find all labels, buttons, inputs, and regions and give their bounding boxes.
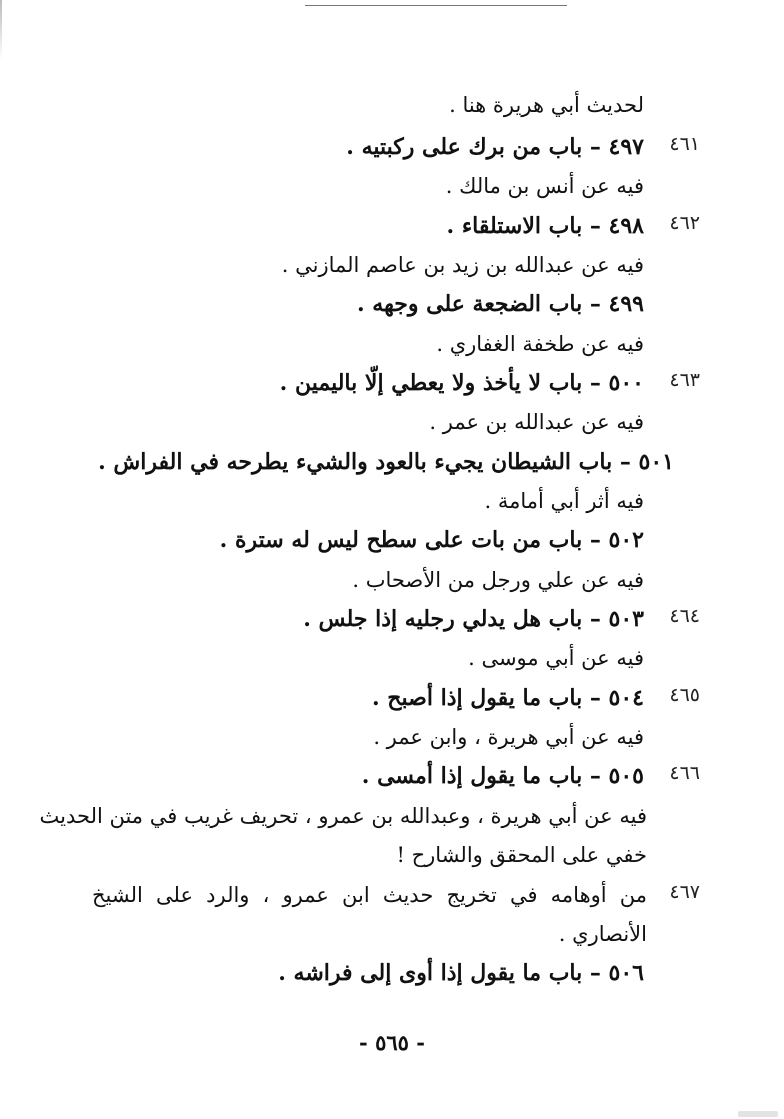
text-line bbox=[0, 717, 784, 757]
chapter-heading: ٥٠٣ – باب هل يدلي رجليه إذا جلس . bbox=[303, 606, 644, 632]
chapter-heading: ٥٠٤ – باب ما يقول إذا أصبح . bbox=[371, 685, 644, 711]
line-text: فيه عن أبي هريرة ، وعبدالله بن عمرو ، تحريف غريب في متن الحديث bbox=[39, 804, 647, 828]
index-entry bbox=[0, 599, 784, 639]
chapter-heading: ٥٠٦ – باب ما يقول إذا أوى إلى فراشه . bbox=[278, 960, 644, 986]
line-text: فيه عن عبدالله بن عمر . bbox=[429, 410, 644, 434]
line-text: فيه عن عبدالله بن زيد بن عاصم المازني . bbox=[281, 253, 644, 277]
entry-number: ٤٦٦ bbox=[669, 762, 700, 784]
index-entry bbox=[0, 875, 784, 915]
line-text: الأنصاري . bbox=[558, 922, 647, 946]
entry-number: ٤٦١ bbox=[669, 133, 700, 155]
entry-number: ٤٦٢ bbox=[669, 212, 700, 234]
text-line bbox=[0, 245, 784, 285]
index-entry bbox=[0, 442, 784, 482]
line-text: فيه عن أبي موسى . bbox=[468, 646, 644, 670]
chapter-heading: ٥٠٥ – باب ما يقول إذا أمسى . bbox=[361, 763, 644, 789]
entry-number: ٤٦٤ bbox=[669, 605, 700, 627]
text-line bbox=[0, 166, 784, 206]
index-entry bbox=[0, 953, 784, 993]
scan-edge-shadow bbox=[0, 0, 2, 60]
chapter-heading: ٤٩٨ – باب الاستلقاء . bbox=[446, 213, 644, 239]
text-line bbox=[0, 324, 784, 364]
chapter-heading: ٥٠١ – باب الشيطان يجيء بالعود والشيء يطرحه في الفراش . bbox=[98, 449, 674, 475]
index-entry bbox=[0, 206, 784, 246]
index-entry bbox=[0, 284, 784, 324]
index-entry bbox=[0, 363, 784, 403]
line-text: فيه عن أبي هريرة ، وابن عمر . bbox=[373, 725, 644, 749]
text-line bbox=[0, 638, 784, 678]
index-entry bbox=[0, 127, 784, 167]
chapter-heading: ٤٩٩ – باب الضجعة على وجهه . bbox=[356, 291, 644, 317]
chapter-heading: ٥٠٠ – باب لا يأخذ ولا يعطي إلّا باليمين . bbox=[279, 370, 644, 396]
line-text: فيه عن طخفة الغفاري . bbox=[436, 332, 644, 356]
text-line bbox=[0, 85, 784, 125]
text-line bbox=[0, 481, 784, 521]
line-text: خفي على المحقق والشارح ! bbox=[396, 843, 647, 867]
scan-smudge bbox=[738, 1111, 778, 1117]
text-line bbox=[0, 560, 784, 600]
text-line bbox=[0, 914, 784, 954]
text-line bbox=[0, 796, 784, 836]
entry-number: ٤٦٥ bbox=[669, 684, 700, 706]
text-line bbox=[0, 835, 784, 875]
line-text: فيه عن علي ورجل من الأصحاب . bbox=[352, 568, 644, 592]
top-rule bbox=[305, 5, 567, 6]
page-number: - ٥٦٥ - bbox=[359, 1030, 425, 1055]
index-entry bbox=[0, 756, 784, 796]
line-text: من أوهامه في تخريج حديث ابن عمرو ، والرد على الشيخ bbox=[92, 883, 647, 907]
text-line bbox=[0, 402, 784, 442]
index-entry bbox=[0, 678, 784, 718]
chapter-heading: ٤٩٧ – باب من برك على ركبتيه . bbox=[346, 134, 644, 160]
line-text: لحديث أبي هريرة هنا . bbox=[449, 93, 644, 117]
line-text: فيه عن أنس بن مالك . bbox=[445, 174, 644, 198]
entry-number: ٤٦٧ bbox=[669, 881, 700, 903]
chapter-heading: ٥٠٢ – باب من بات على سطح ليس له سترة . bbox=[219, 527, 644, 553]
line-text: فيه أثر أبي أمامة . bbox=[484, 489, 644, 513]
entry-number: ٤٦٣ bbox=[669, 369, 700, 391]
index-entry bbox=[0, 520, 784, 560]
